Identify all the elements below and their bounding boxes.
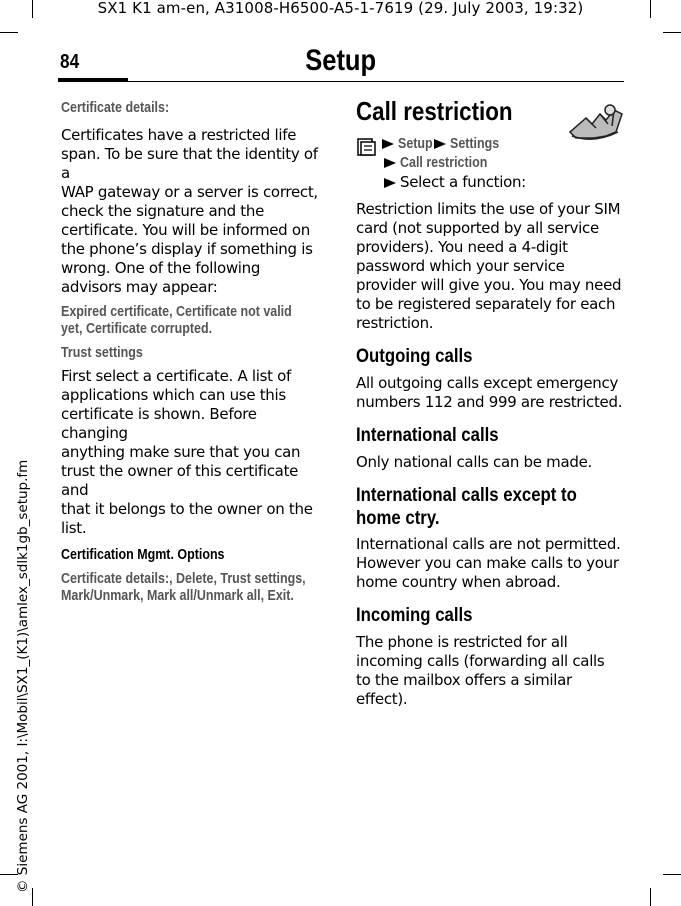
header-rule-thick [58,78,128,82]
text-line: to the mailbox offers a similar [356,671,572,689]
cert-details-heading: Certificate details: [61,100,170,116]
text-line: to be registered separately for each [356,295,616,313]
trust-settings-paragraph [61,367,326,538]
menu-path [356,135,624,192]
crop-mark [650,888,651,906]
text-line: incoming calls (forwarding all calls [356,652,605,670]
cert-details-paragraph [61,126,326,297]
text-line: advisors may appear: [61,278,218,296]
page-number: 84 [60,51,80,73]
arrow-icon [384,158,396,168]
text-line: trust the owner of this certificate and [61,462,299,499]
page-title [0,44,681,78]
text-line: home ctry. [356,507,440,529]
text-line: Only national calls can be made. [356,453,592,471]
text-line: the phone’s display if something is [61,240,313,258]
menu-key-icon [356,137,378,157]
international-calls-heading: International calls [356,424,499,446]
text-line: password which your service [356,257,565,275]
intl-except-heading [356,484,624,530]
text-line: effect). [356,690,408,708]
text-line: The phone is restricted for all [356,633,568,651]
text-line: applications which can use this [61,386,286,404]
section-heading: Call restriction [356,96,513,126]
crop-mark [0,32,18,33]
text-line: Restriction limits the use of your SIM [356,200,621,218]
right-column [356,96,624,709]
text-line: that it belongs to the owner on the [61,500,313,518]
menu-path-line [356,154,624,172]
arrow-icon [384,178,396,188]
text-line: anything make sure that you can [61,443,301,461]
text-line: check the signature and the [61,202,264,220]
menu-item-settings: Settings [450,136,500,152]
intl-except-paragraph [356,535,624,592]
text-line: WAP gateway or a server is correct, [61,183,318,201]
text-line: However you can make calls to your [356,554,619,572]
text-line: Expired certificate, Certificate not valid [61,304,292,320]
text-line: numbers 112 and 999 are restricted. [356,393,623,411]
text-line: wrong. One of the following [61,259,261,277]
crop-mark [32,888,33,906]
text-line: certificate. You will be informed on [61,221,310,239]
arrow-icon [382,139,394,149]
menu-path-line [356,173,624,192]
menu-path-line [356,135,624,153]
crop-mark [663,874,681,875]
text-line: All outgoing calls except emergency [356,374,619,392]
advisors-list [61,304,326,338]
incoming-calls-heading: Incoming calls [356,604,473,626]
international-calls-paragraph [356,453,624,472]
menu-item-setup: Setup [398,136,433,152]
text-line: list. [61,519,87,537]
page-title-text: Setup [305,44,376,77]
incoming-calls-paragraph [356,633,624,709]
text-line: providers). You need a 4-digit [356,238,568,256]
text-line: International calls except to [356,484,577,506]
cert-mgmt-options [61,571,326,605]
text-line: yet, Certificate corrupted. [61,321,213,337]
text-line: certificate is shown. Before changing [61,405,257,442]
cert-mgmt-heading: Certification Mgmt. Options [61,547,225,563]
select-function-text: Select a function: [400,173,526,191]
intro-paragraph [356,200,624,333]
text-line: International calls are not permitted. [356,535,621,553]
text-line: home country when abroad. [356,573,561,591]
left-column [61,100,326,605]
text-line: Certificates have a restricted life [61,126,297,144]
running-header: SX1 K1 am-en, A31008-H6500-A5-1-7619 (29. July 2003, 19:32) [97,0,584,17]
text-line: restriction. [356,314,434,332]
menu-item-call-restriction: Call restriction [400,155,488,171]
text-line: Certificate details:, Delete, Trust settings, [61,571,306,587]
trust-settings-heading: Trust settings [61,345,143,361]
side-copyright: © Siemens AG 2001, I:\Mobil\SX1_(K1)\amlex_sdlk1gb_setup.fm [15,459,31,893]
text-line: First select a certificate. A list of [61,367,292,385]
arrow-icon [434,139,446,149]
crop-mark [663,32,681,33]
text-line: provider will give you. You may need [356,276,622,294]
header-rule [128,81,624,82]
text-line: Mark/Unmark, Mark all/Unmark all, Exit. [61,588,294,604]
text-line: span. To be sure that the identity of a [61,145,318,182]
outgoing-calls-heading: Outgoing calls [356,345,473,367]
outgoing-calls-paragraph [356,374,624,412]
text-line: card (not supported by all service [356,219,599,237]
